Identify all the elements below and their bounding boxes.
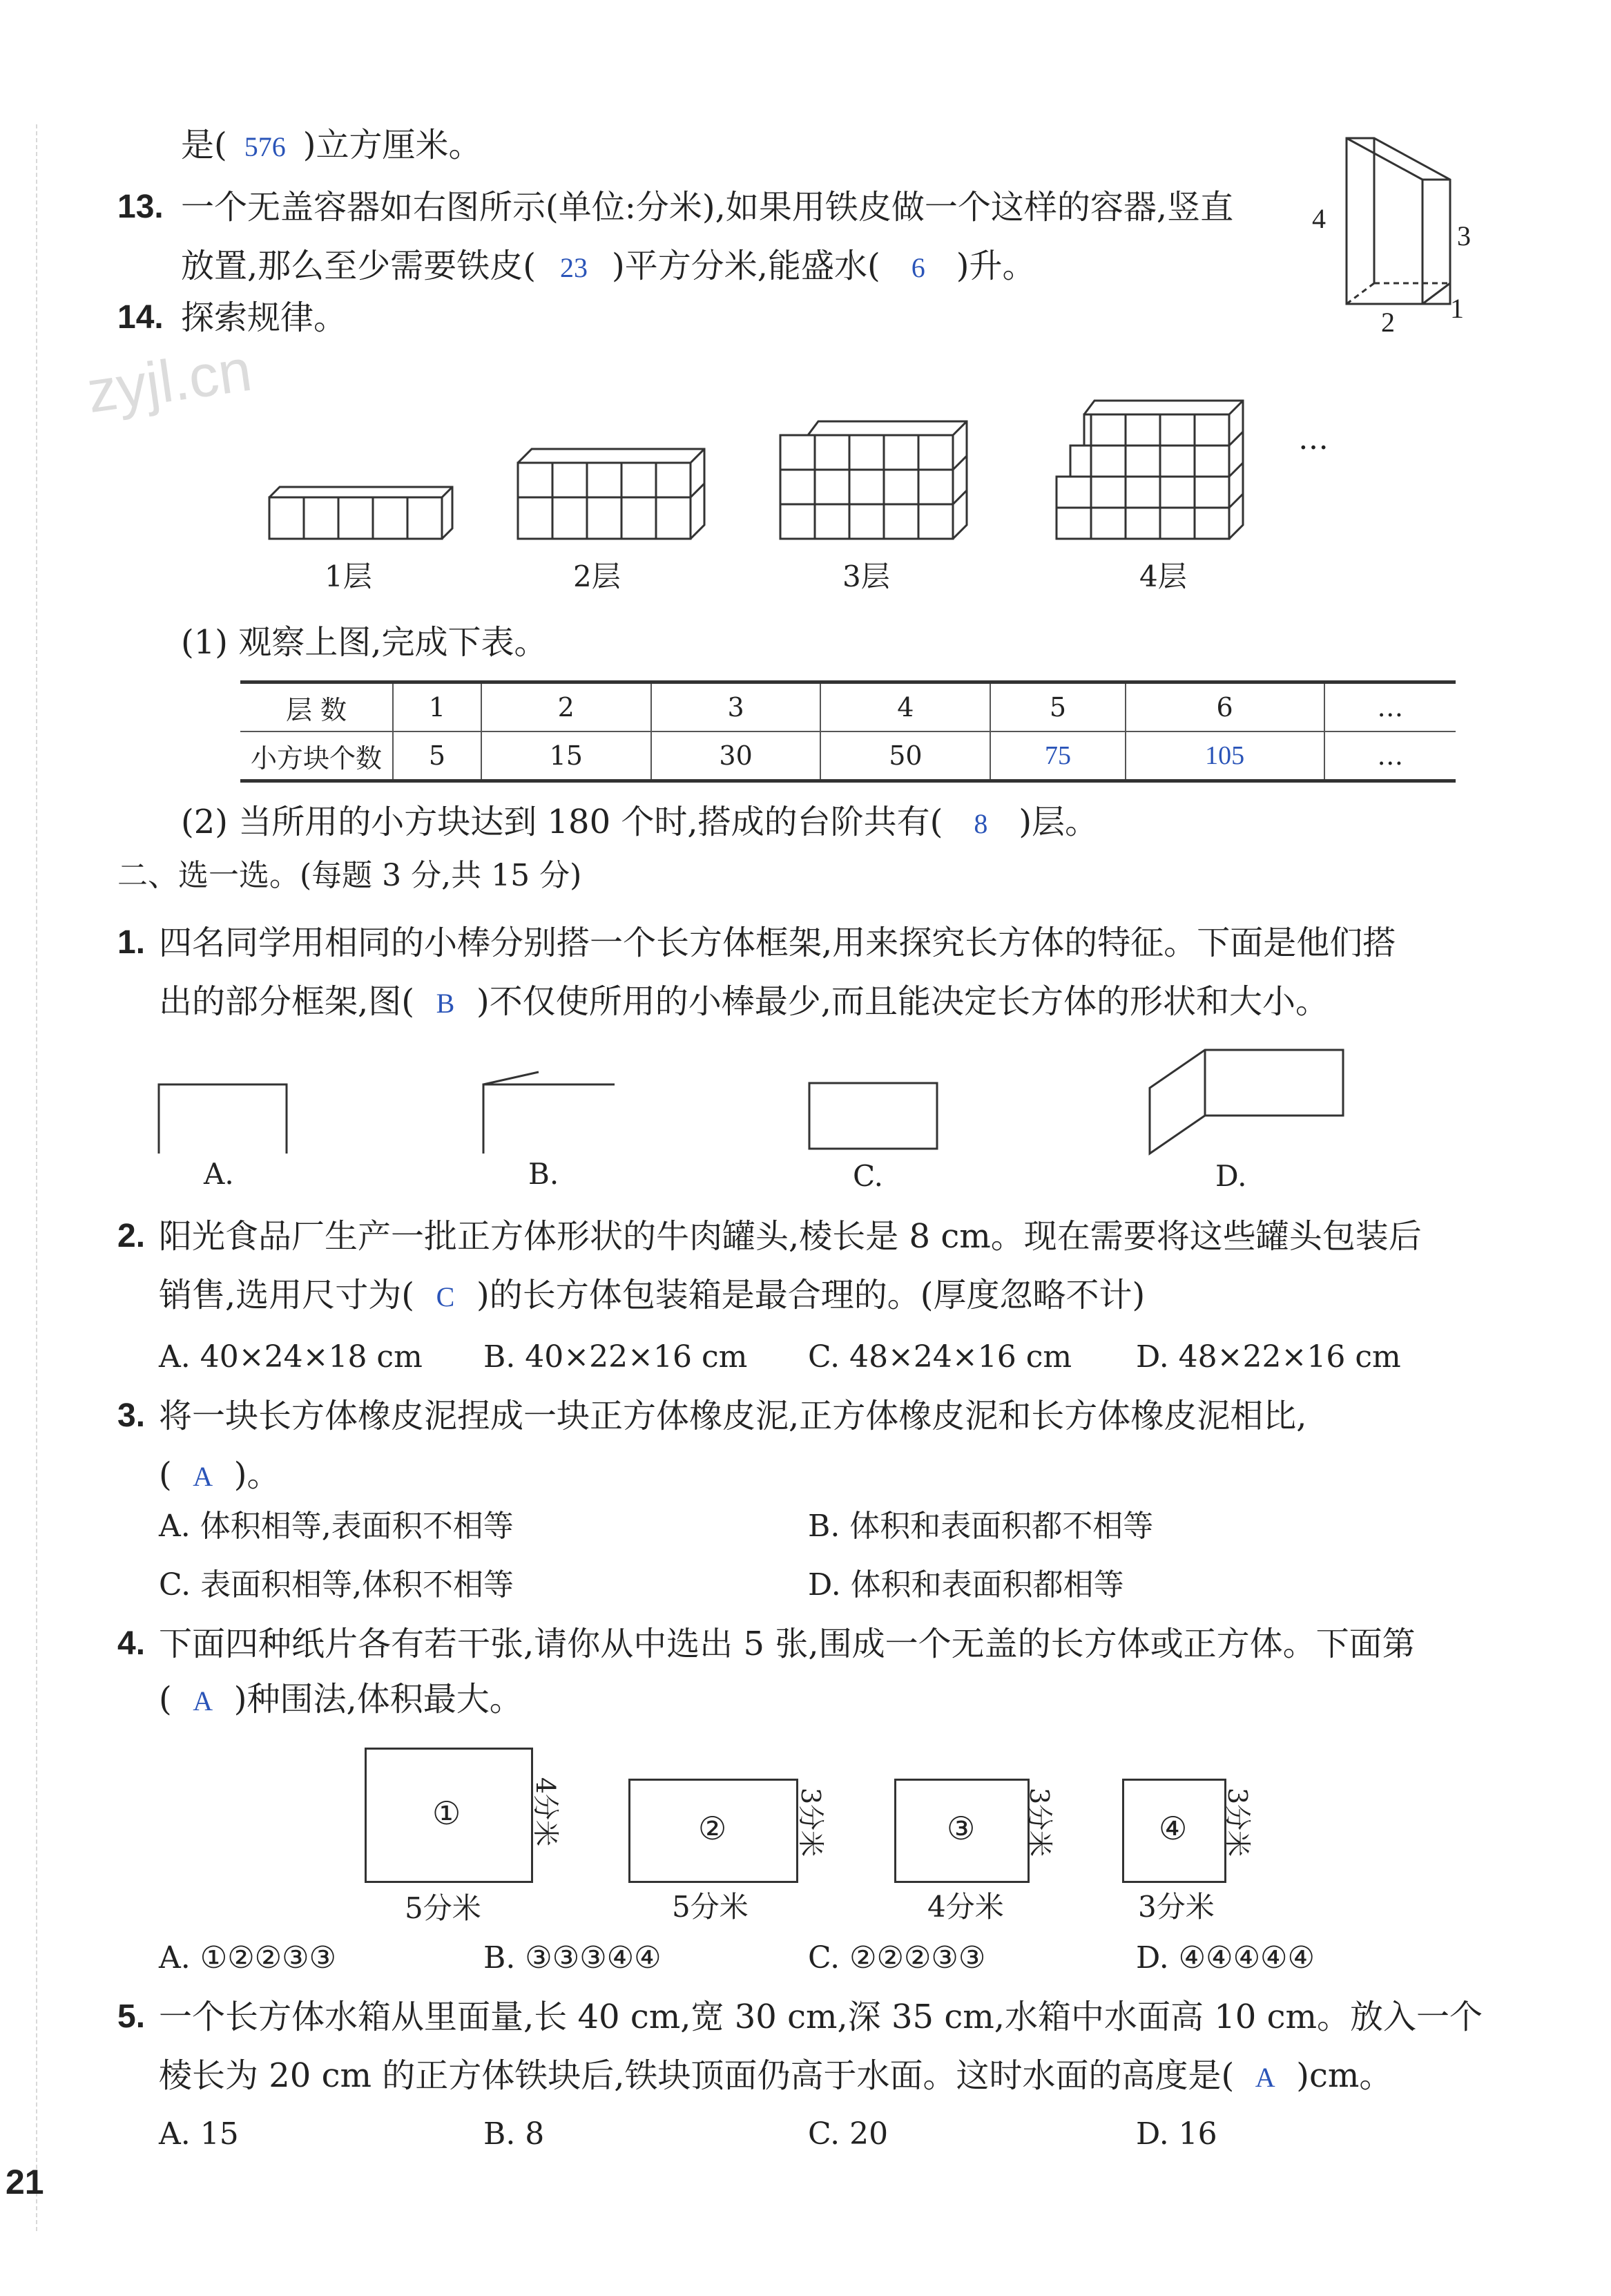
c4-line2-b: )种围法,体积最大。 (233, 1680, 523, 1719)
c5-number: 5. (117, 1998, 146, 2035)
c5-line2-a: 棱长为 20 cm 的正方体铁块后,铁块顶面仍高于水面。这时水面的高度是( (159, 2056, 1235, 2095)
c4-line1: 下面四种纸片各有若干张,请你从中选出 5 张,围成一个无盖的长方体或正方体。下面第 (159, 1625, 1416, 1663)
q12-tail-prefix: 是( (181, 126, 227, 164)
c5-line2-b: )cm。 (1296, 2056, 1393, 2095)
c2-number: 2. (117, 1218, 146, 1254)
table-header-count: 小方块个数 (240, 731, 393, 781)
c1-frame-figures (138, 1036, 1381, 1174)
q14-part2-b: )层。 (1019, 803, 1099, 841)
frame-b (483, 1084, 615, 1154)
c2-line2 (159, 1274, 1145, 1318)
table-cell: … (1324, 731, 1456, 781)
c1-option-a: A. (204, 1157, 234, 1191)
staircase-1-layer (269, 487, 452, 539)
table-cell: 6 (1126, 682, 1324, 732)
table-cell: 15 (481, 731, 651, 781)
q14-table (240, 680, 1456, 783)
card-4-height: 3分米 (1222, 1788, 1253, 1857)
q14-part2-answer: 8 (974, 808, 988, 839)
section2-title: 二、选一选。(每题 3 分,共 15 分) (117, 858, 582, 893)
c2-answer: C (436, 1281, 455, 1312)
staircase-label-1: 1层 (325, 559, 372, 593)
c1-option-c: C. (853, 1159, 883, 1193)
c2-option-a: A. 40×24×18 cm (159, 1339, 423, 1375)
paper-card-4 (1122, 1779, 1253, 1924)
q13-dim-left: 4 (1312, 203, 1326, 234)
q13-line2-b: )平方分米,能盛水( (612, 247, 880, 285)
c1-line2-a: 出的部分框架,图( (159, 982, 414, 1021)
c3-option-c: C. 表面积相等,体积不相等 (159, 1567, 514, 1603)
staircase-ellipsis: … (1298, 421, 1329, 457)
c1-line2-b: )不仅使所用的小棒最少,而且能决定长方体的形状和大小。 (476, 982, 1329, 1021)
table-row (240, 682, 1456, 732)
table-cell: 5 (990, 682, 1125, 732)
c2-option-b: B. 40×22×16 cm (483, 1339, 748, 1375)
q12-answer: 576 (244, 131, 286, 162)
c2-line2-b: )的长方体包装箱是最合理的。(厚度忽略不计) (476, 1276, 1146, 1314)
table-cell: 5 (393, 731, 481, 781)
frame-d (1150, 1050, 1343, 1154)
card-3-height: 3分米 (1024, 1788, 1054, 1857)
q14-text: 探索规律。 (181, 298, 347, 337)
c1-option-b: B. (528, 1157, 559, 1191)
c3-answer: A (193, 1461, 213, 1492)
frame-c (809, 1083, 937, 1149)
table-cell: 3 (651, 682, 821, 732)
q13-number: 13. (117, 189, 164, 225)
c1-line2 (159, 981, 1329, 1024)
table-header-layers: 层 数 (240, 682, 393, 732)
c5-option-d: D. 16 (1136, 2116, 1217, 2152)
q14-staircase-figures (262, 359, 1353, 566)
table-cell: 4 (820, 682, 990, 732)
table-cell-answer: 105 (1126, 731, 1324, 781)
card-2-height: 3分米 (795, 1788, 826, 1857)
c2-option-c: C. 48×24×16 cm (808, 1339, 1072, 1375)
c2-option-d: D. 48×22×16 cm (1136, 1339, 1401, 1375)
page-number: 21 (6, 2163, 44, 2201)
q13-line2 (181, 245, 1035, 289)
c5-option-a: A. 15 (159, 2116, 239, 2152)
c1-number: 1. (117, 924, 146, 961)
paper-card-2 (628, 1779, 826, 1924)
q13-answer-area: 23 (560, 252, 588, 283)
table-row (240, 731, 1456, 781)
q13-line1: 一个无盖容器如右图所示(单位:分米),如果用铁皮做一个这样的容器,竖直 (181, 188, 1234, 227)
table-cell: 1 (393, 682, 481, 732)
card-4-width: 3分米 (1138, 1890, 1215, 1924)
c4-option-d: D. ④④④④④ (1136, 1940, 1315, 1975)
c5-option-b: B. 8 (483, 2116, 545, 2152)
c4-line2-a: ( (159, 1680, 172, 1719)
c3-line2-a: ( (159, 1455, 172, 1494)
c4-number: 4. (117, 1625, 146, 1662)
card-2-width: 5分米 (672, 1890, 749, 1924)
q14-part2 (181, 801, 1098, 845)
card-3-mark: ③ (947, 1810, 976, 1847)
c1-answer: B (436, 988, 455, 1019)
c3-number: 3. (117, 1397, 146, 1434)
staircase-label-3: 3层 (842, 559, 890, 593)
paper-card-1 (365, 1748, 561, 1925)
q12-tail-line (181, 124, 481, 168)
c2-line1: 阳光食品厂生产一批正方体形状的牛肉罐头,棱长是 8 cm。现在需要将这些罐头包装后 (159, 1217, 1422, 1256)
table-cell: 50 (820, 731, 990, 781)
staircase-3-layers (780, 421, 967, 539)
q13-line2-c: )升。 (956, 247, 1036, 285)
c3-option-d: D. 体积和表面积都相等 (808, 1567, 1124, 1603)
table-cell: 2 (481, 682, 651, 732)
card-4-mark: ④ (1159, 1810, 1188, 1847)
c3-line2 (159, 1454, 280, 1498)
q13-line2-a: 放置,那么至少需要铁皮( (181, 247, 536, 285)
watermark: zyjl.cn (83, 336, 256, 426)
q13-container-figure (1312, 124, 1492, 345)
c2-line2-a: 销售,选用尺寸为( (159, 1276, 414, 1314)
card-1-width: 5分米 (405, 1891, 481, 1925)
staircase-label-4: 4层 (1139, 559, 1187, 593)
c5-line1: 一个长方体水箱从里面量,长 40 cm,宽 30 cm,深 35 cm,水箱中水面高 10 cm。放入一个 (159, 1998, 1483, 2036)
c4-option-c: C. ②②②③③ (808, 1940, 986, 1975)
card-1-mark: ① (432, 1795, 461, 1832)
staircase-4-layers (1057, 401, 1243, 539)
binding-fold-line (36, 124, 37, 2231)
c1-line1: 四名同学用相同的小棒分别搭一个长方体框架,用来探究长方体的特征。下面是他们搭 (159, 924, 1396, 962)
q13-dim-depth: 1 (1450, 293, 1464, 324)
table-cell-answer: 75 (990, 731, 1125, 781)
c4-option-a: A. ①②②③③ (159, 1940, 336, 1975)
frame-a (159, 1084, 287, 1154)
frame-b-slant (483, 1072, 539, 1084)
paper-card-3 (894, 1779, 1054, 1924)
staircase-2-layers (518, 449, 704, 539)
c5-line2 (159, 2055, 1392, 2098)
card-2-mark: ② (698, 1810, 727, 1847)
c3-option-b: B. 体积和表面积都不相等 (808, 1509, 1154, 1544)
c5-option-c: C. 20 (808, 2116, 889, 2152)
card-1-height: 4分米 (530, 1777, 561, 1847)
q12-tail-suffix: )立方厘米。 (302, 126, 482, 164)
c3-option-a: A. 体积相等,表面积不相等 (159, 1509, 514, 1544)
q13-answer-volume: 6 (911, 252, 925, 283)
q14-part2-a: (2) 当所用的小方块达到 180 个时,搭成的台阶共有( (181, 803, 943, 841)
c4-line2 (159, 1678, 523, 1722)
q14-number: 14. (117, 299, 164, 336)
c3-line2-b: )。 (233, 1455, 280, 1494)
c4-option-b: B. ③③③④④ (483, 1940, 662, 1975)
card-3-width: 4分米 (927, 1890, 1004, 1924)
q13-dim-bottom: 2 (1381, 307, 1395, 338)
table-cell: 30 (651, 731, 821, 781)
q14-part1: (1) 观察上图,完成下表。 (181, 623, 548, 662)
table-cell: … (1324, 682, 1456, 732)
c4-answer: A (193, 1685, 213, 1716)
c5-answer: A (1255, 2062, 1275, 2093)
staircase-label-2: 2层 (573, 559, 621, 593)
c1-option-d: D. (1215, 1159, 1247, 1193)
c3-line1: 将一块长方体橡皮泥捏成一块正方体橡皮泥,正方体橡皮泥和长方体橡皮泥相比, (159, 1397, 1307, 1435)
q13-dim-right: 3 (1457, 220, 1471, 251)
